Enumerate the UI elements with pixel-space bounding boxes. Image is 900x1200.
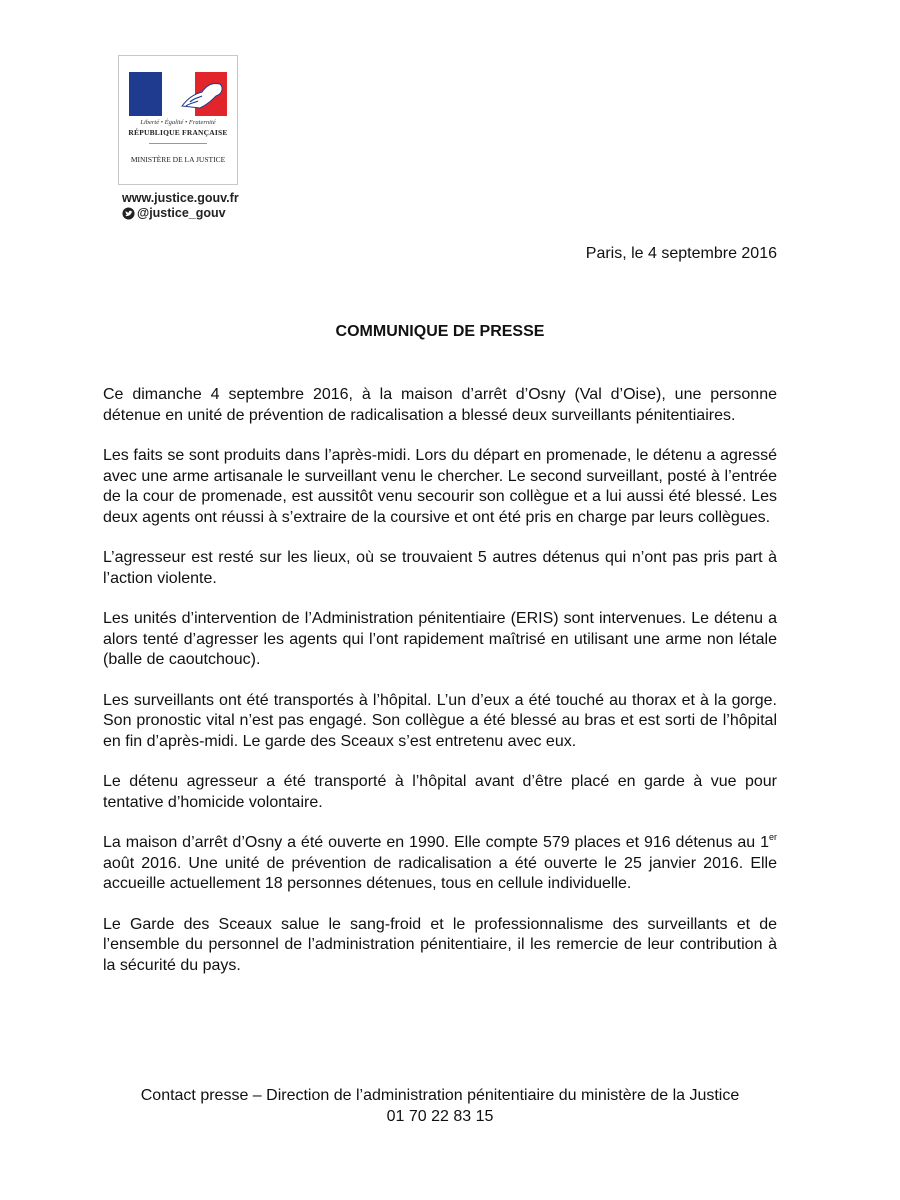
- twitter-icon: [122, 207, 135, 220]
- osny-text-after: août 2016. Une unité de prévention de radicalisation a été ouverte le 25 janvier 2016. Elle accueille actuellement 18 personnes détenues, tous en cellule individuelle.: [103, 854, 777, 892]
- paragraph-intervention: Les unités d’intervention de l’Administration pénitentiaire (ERIS) sont intervenues. Le détenu a alors tenté d’agresser les agents qui l’ont rapidement maîtrisé en utilisant une arme non létale (balle de caoutchouc).: [103, 610, 777, 668]
- document-title: COMMUNIQUE DE PRESSE: [335, 323, 545, 340]
- press-release-body: [103, 385, 777, 996]
- logo-divider: [149, 143, 207, 144]
- republic-name: RÉPUBLIQUE FRANÇAISE: [128, 128, 228, 137]
- paragraph-osny-facility: [103, 833, 777, 895]
- document-date: Paris, le 4 septembre 2016: [585, 245, 777, 262]
- contact-line: Contact presse – Direction de l’administration pénitentiaire du ministère de la Justice: [140, 1087, 740, 1104]
- paragraph-closing: Le Garde des Sceaux salue le sang-froid et le professionnalisme des surveillants et de l’ensemble du personnel de l’administration pénitentiaire, il les remercie de leur contribution à la sécurité du pays.: [103, 915, 777, 974]
- twitter-handle-text: @justice_gouv: [137, 206, 226, 220]
- twitter-handle[interactable]: [122, 206, 226, 220]
- paragraph-hospital: Les surveillants ont été transportés à l’hôpital. L’un d’eux a été touché au thorax et à la gorge. Son pronostic vital n’est pas engagé. Son collègue a été blessé au bras et est sorti de l’hôpital en fin d’après-midi. Le garde des Sceaux s’est entretenu avec eux.: [103, 691, 777, 750]
- paragraph-custody: Le détenu agresseur a été transporté à l’hôpital avant d’être placé en garde à vue pour tentative d’homicide volontaire.: [103, 773, 777, 811]
- marianne-icon: [180, 76, 232, 112]
- french-flag-emblem: [129, 72, 227, 116]
- ordinal-suffix: er: [768, 831, 777, 842]
- osny-text-before: La maison d’arrêt d’Osny a été ouverte en 1990. Elle compte 579 places et 916 détenus au 1: [103, 834, 769, 851]
- ministry-name: MINISTÈRE DE LA JUSTICE: [130, 155, 226, 164]
- press-contact: [0, 1086, 880, 1127]
- paragraph-aggressor: L’agresseur est resté sur les lieux, où se trouvaient 5 autres détenus qui n’ont pas pris part à l’action violente.: [103, 549, 777, 587]
- ministry-logo: [118, 55, 238, 185]
- contact-phone: 01 70 22 83 15: [386, 1107, 494, 1125]
- paragraph-facts: Les faits se sont produits dans l’après-midi. Lors du départ en promenade, le détenu a agressé avec une arme artisanale le surveillant venu le chercher. Le second surveillant, posté à l’entrée de la cour de promenade, est aussitôt venu secourir son collègue et a lui aussi été blessé. Les deux agents ont réussi à s’extraire de la coursive et ont été pris en charge par leurs collègues.: [103, 447, 777, 526]
- motto: Liberté • Égalité • Fraternité: [140, 119, 216, 126]
- paragraph-incident: Ce dimanche 4 septembre 2016, à la maison d’arrêt d’Osny (Val d’Oise), une personne détenue en unité de prévention de radicalisation a blessé deux surveillants pénitentiaires.: [103, 386, 777, 424]
- website-link[interactable]: www.justice.gouv.fr: [122, 191, 239, 205]
